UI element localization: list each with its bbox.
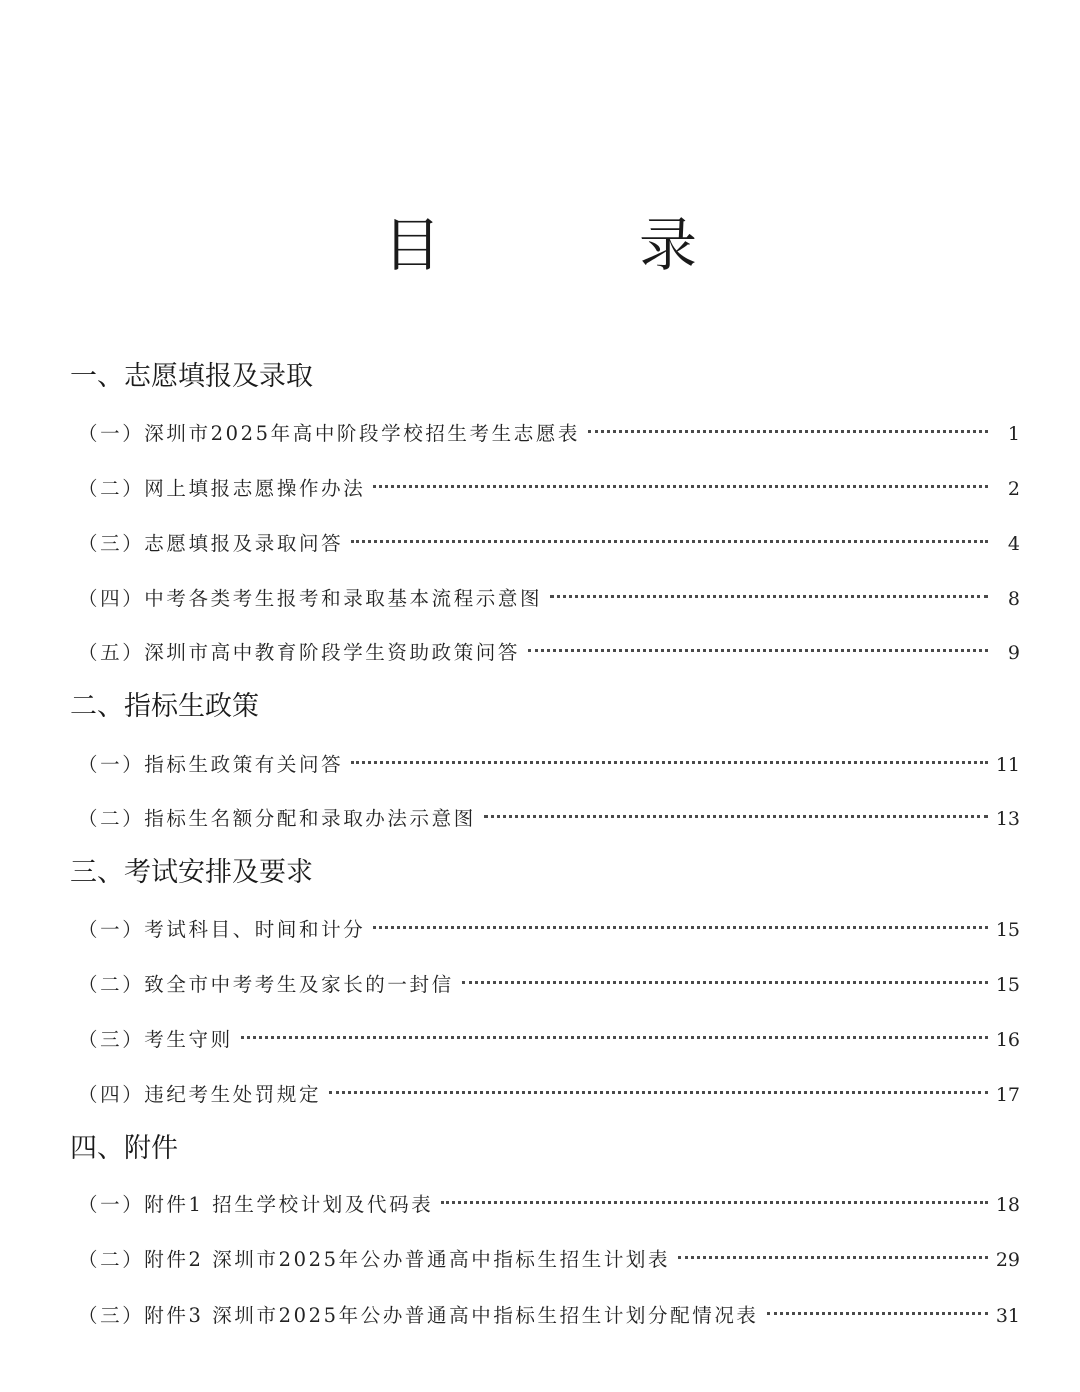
dot-leader (550, 595, 988, 598)
toc-entry (78, 473, 1020, 505)
toc-entry-page: 18 (995, 1194, 1020, 1216)
toc-entry (78, 1244, 1020, 1276)
dot-leader (351, 761, 988, 764)
toc-entry-page: 9 (1007, 642, 1020, 664)
toc-entry (78, 749, 1020, 781)
toc-entry (78, 1189, 1020, 1221)
toc-entry (78, 418, 1020, 450)
toc-entry-page: 4 (1007, 533, 1020, 555)
dot-leader (462, 981, 988, 984)
toc-entry (78, 1300, 1020, 1332)
toc-entry-title: （五）深圳市高中教育阶段学生资助政策问答 (78, 641, 521, 664)
toc-entry-title: （三）考生守则 (78, 1028, 233, 1051)
dot-leader (373, 485, 988, 488)
toc-entry-title: （一）附件1 招生学校计划及代码表 (78, 1193, 434, 1216)
section-heading-4: 四、附件 (70, 1133, 178, 1164)
toc-entry (78, 528, 1020, 560)
dot-leader (767, 1312, 988, 1315)
section-heading-1: 一、志愿填报及录取 (70, 361, 313, 392)
toc-entry-title: （三）附件3 深圳市2025年公办普通高中指标生招生计划分配情况表 (78, 1304, 759, 1327)
toc-entry-title: （四）违纪考生处罚规定 (78, 1083, 322, 1106)
toc-entry (78, 803, 1020, 835)
toc-entry-title: （二）网上填报志愿操作办法 (78, 477, 366, 500)
toc-entry-page: 16 (995, 1029, 1020, 1051)
toc-entry-page: 17 (995, 1084, 1020, 1106)
toc-entry-title: （一）指标生政策有关问答 (78, 753, 344, 776)
toc-entry-page: 1 (1007, 423, 1020, 445)
dot-leader (441, 1201, 988, 1204)
dot-leader (588, 430, 988, 433)
toc-entry-title: （三）志愿填报及录取问答 (78, 532, 344, 555)
section-heading-2: 二、指标生政策 (70, 691, 259, 722)
toc-entry-title: （四）中考各类考生报考和录取基本流程示意图 (78, 587, 543, 610)
toc-entry-page: 29 (995, 1249, 1020, 1271)
toc-entry-page: 31 (995, 1305, 1020, 1327)
toc-entry (78, 969, 1020, 1001)
toc-entry-title: （一）考试科目、时间和计分 (78, 918, 366, 941)
toc-entry-page: 2 (1007, 478, 1020, 500)
toc-entry-page: 15 (995, 974, 1020, 996)
dot-leader (373, 926, 988, 929)
toc-entry (78, 583, 1020, 615)
section-heading-3: 三、考试安排及要求 (70, 857, 313, 888)
dot-leader (241, 1036, 988, 1039)
toc-entry-title: （二）致全市中考考生及家长的一封信 (78, 973, 454, 996)
toc-entry-title: （一）深圳市2025年高中阶段学校招生考生志愿表 (78, 422, 581, 445)
toc-entry-page: 13 (995, 808, 1020, 830)
toc-entry-title: （二）指标生名额分配和录取办法示意图 (78, 807, 476, 830)
dot-leader (329, 1091, 988, 1094)
toc-entry (78, 1079, 1020, 1111)
toc-entry (78, 1024, 1020, 1056)
toc-entry-page: 8 (1007, 588, 1020, 610)
toc-entry (78, 914, 1020, 946)
dot-leader (528, 649, 988, 652)
toc-entry-page: 15 (995, 919, 1020, 941)
dot-leader (484, 815, 988, 818)
toc-entry (78, 637, 1020, 669)
dot-leader (351, 540, 988, 543)
toc-entry-page: 11 (995, 754, 1020, 776)
toc-entry-title: （二）附件2 深圳市2025年公办普通高中指标生招生计划表 (78, 1248, 671, 1271)
page-title: 目 录 (382, 211, 767, 279)
dot-leader (678, 1256, 988, 1259)
